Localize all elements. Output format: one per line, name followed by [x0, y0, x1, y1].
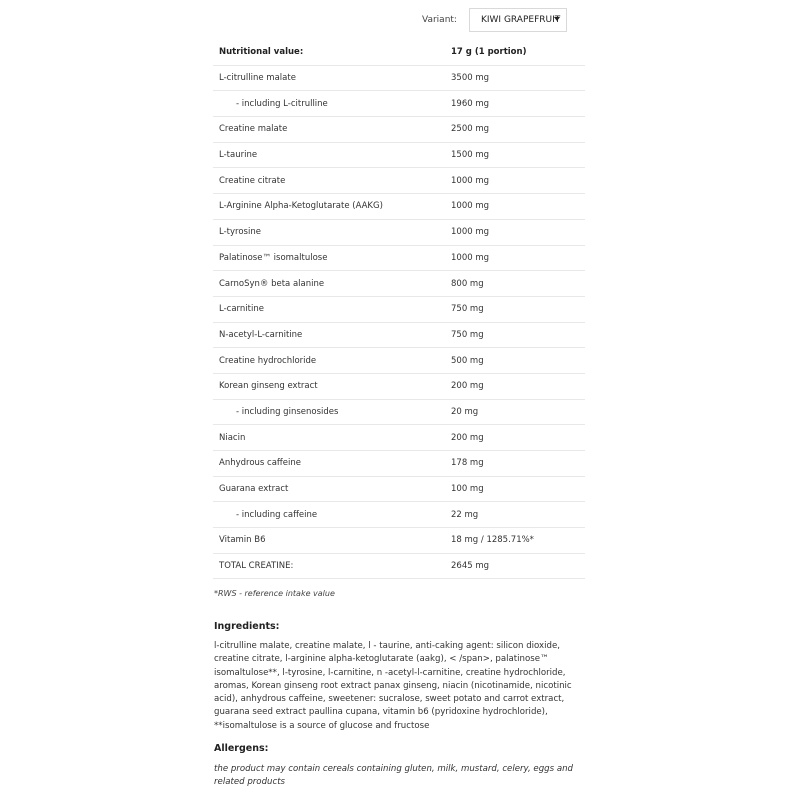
- table-row: [213, 91, 585, 117]
- table-row: [213, 194, 585, 220]
- nutrient-name: Creatine malate: [219, 124, 288, 135]
- nutrient-value: 500 mg: [451, 355, 484, 366]
- nutrient-value: 1000 mg: [451, 175, 490, 186]
- nutrient-name: Guarana extract: [219, 484, 289, 495]
- table-row: [213, 425, 585, 451]
- ingredients-text: l-citrulline malate, creatine malate, l - taurine, anti-caking agent: silicon dioxide, creatine citrate, l-arginine alpha-ketoglutarate (aakg), < /span>, palatinose™ isomaltulose**, l-tyrosine, l-carnitine, n -acetyl-l-carnitine, creatine hydrochloride, aromas, Korean ginseng root extract panax ginseng, niacin (nicotinamide, nicotinic acid), anhydrous caffeine, sweetener: sucralose, sweet potato and carrot extract, guarana seed extract paullina cupana, vitamin b6 (pyridoxine hydrochloride), **isomaltulose is a source of glucose and fructose: [214, 641, 572, 731]
- nutrient-name: Vitamin B6: [219, 535, 266, 546]
- nutrient-name: Niacin: [219, 432, 246, 443]
- variant-select[interactable]: [469, 8, 567, 32]
- table-row: [213, 168, 585, 194]
- header-name: Nutritional value:: [219, 47, 304, 58]
- nutrient-value: 1000 mg: [451, 227, 490, 238]
- nutrient-value: 200 mg: [451, 381, 484, 392]
- nutrient-name: - including caffeine: [236, 509, 318, 520]
- nutrient-name: Creatine hydrochloride: [219, 355, 317, 366]
- nutrient-value: 2500 mg: [451, 124, 490, 135]
- nutrient-name: Korean ginseng extract: [219, 381, 318, 392]
- table-row: [213, 220, 585, 246]
- table-row: [213, 66, 585, 92]
- table-row: [213, 246, 585, 272]
- nutrient-value: 20 mg: [451, 406, 479, 417]
- table-row: [213, 528, 585, 554]
- ingredients-title: Ingredients:: [214, 621, 280, 632]
- table-row: [213, 297, 585, 323]
- variant-selected-value: KIWI GRAPEFRUIT: [480, 15, 561, 25]
- nutrient-name: Palatinose™ isomaltulose: [219, 252, 328, 263]
- nutrient-value: 100 mg: [451, 484, 484, 495]
- caret-down-icon: [554, 17, 560, 21]
- nutrient-name: - including ginsenosides: [236, 406, 339, 417]
- nutrient-value: 750 mg: [451, 304, 484, 315]
- table-header-row: [213, 40, 585, 66]
- table-row: [213, 374, 585, 400]
- nutrient-value: 2645 mg: [451, 561, 490, 572]
- nutrient-value: 800 mg: [451, 278, 484, 289]
- variant-label: Variant:: [422, 15, 457, 25]
- nutrient-name: L-citrulline malate: [219, 73, 296, 84]
- table-row: [213, 117, 585, 143]
- allergens-text: the product may contain cereals containing gluten, milk, mustard, celery, eggs and related products: [214, 764, 574, 787]
- table-row: [213, 348, 585, 374]
- table-row: [213, 271, 585, 297]
- nutrient-value: 1960 mg: [451, 98, 490, 109]
- variant-selector-row: [422, 8, 567, 32]
- nutrient-name: L-tyrosine: [219, 227, 261, 238]
- nutrient-value: 1000 mg: [451, 201, 490, 212]
- nutrient-value: 178 mg: [451, 458, 484, 469]
- nutrient-name: Anhydrous caffeine: [219, 458, 301, 469]
- table-row: [213, 400, 585, 426]
- allergens-title: Allergens:: [214, 743, 269, 754]
- table-row: [213, 554, 585, 580]
- nutrient-value: 200 mg: [451, 432, 484, 443]
- nutrient-name: Creatine citrate: [219, 175, 286, 186]
- nutrient-name: L-Arginine Alpha-Ketoglutarate (AAKG): [219, 201, 383, 212]
- nutrient-value: 3500 mg: [451, 73, 490, 84]
- nutrient-value: 750 mg: [451, 329, 484, 340]
- table-row: [213, 477, 585, 503]
- nutrient-value: 1000 mg: [451, 252, 490, 263]
- table-row: [213, 502, 585, 528]
- table-row: [213, 143, 585, 169]
- nutrient-value: 22 mg: [451, 509, 479, 520]
- nutrient-name: N-acetyl-L-carnitine: [219, 329, 303, 340]
- nutrient-name: CarnoSyn® beta alanine: [219, 278, 325, 289]
- rws-note: *RWS - reference intake value: [214, 589, 335, 598]
- table-row: [213, 451, 585, 477]
- nutrition-table: [213, 40, 585, 579]
- nutrient-name: TOTAL CREATINE:: [219, 561, 294, 572]
- nutrient-name: - including L-citrulline: [236, 98, 328, 109]
- table-row: [213, 323, 585, 349]
- nutrient-name: L-carnitine: [219, 304, 264, 315]
- nutrient-name: L-taurine: [219, 150, 258, 161]
- table-body: [213, 66, 585, 580]
- header-value: 17 g (1 portion): [451, 47, 527, 58]
- nutrient-value: 18 mg / 1285.71%*: [451, 535, 534, 546]
- nutrient-value: 1500 mg: [451, 150, 490, 161]
